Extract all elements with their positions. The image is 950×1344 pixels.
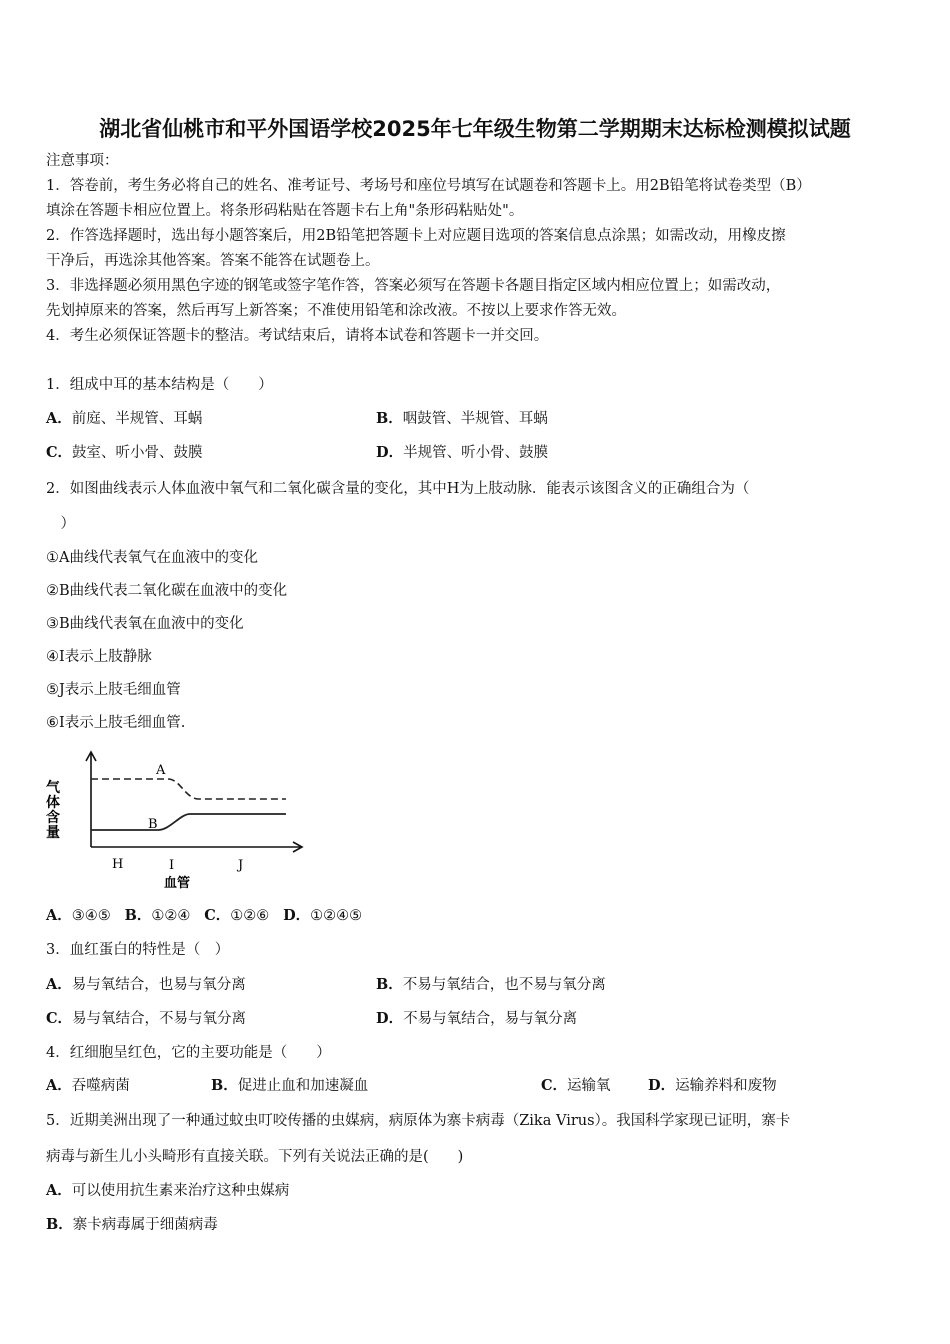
q4-option-c: [541, 1076, 611, 1096]
option-letter: D．: [376, 1010, 404, 1027]
option-letter: C．: [46, 444, 73, 461]
exam-title: 湖北省仙桃市和平外国语学校2025年七年级生物第二学期期末达标检测模拟试题: [99, 117, 851, 141]
q1-option-d: [376, 443, 548, 463]
option-letter: B．: [211, 1077, 238, 1094]
x-label-j: J: [238, 858, 244, 873]
option-text: 吞噬病菌: [71, 1078, 130, 1094]
option-text: 运输养料和废物: [675, 1078, 777, 1094]
q2-item: ③B曲线代表氧在血液中的变化: [46, 616, 244, 632]
option-letter: B．: [46, 1216, 73, 1233]
option-text: 可以使用抗生素来治疗这种虫媒病: [71, 1183, 290, 1199]
q5-option-b: [46, 1215, 218, 1235]
option-letter: C．: [204, 907, 231, 924]
option-text: 前庭、半规管、耳蜗: [71, 411, 203, 427]
q2-stem: 2．如图曲线表示人体血液中氧气和二氧化碳含量的变化，其中H为上肢动脉．能表示该图含义的正确组合为（: [46, 481, 750, 497]
option-text: 不易与氧结合，也不易与氧分离: [402, 977, 606, 993]
q2-stem-cont: ）: [46, 516, 75, 532]
option-letter: B．: [376, 410, 403, 427]
y-label-char: 含: [46, 810, 60, 826]
option-text: 寨卡病毒属于细菌病毒: [72, 1217, 218, 1233]
q1-option-a: [46, 409, 202, 429]
option-letter: A．: [46, 410, 72, 427]
option-text: 咽鼓管、半规管、耳蜗: [402, 411, 548, 427]
q4-option-d: [648, 1076, 777, 1096]
option-text: 半规管、听小骨、鼓膜: [403, 445, 549, 461]
q3-stem: 3．血红蛋白的特性是（ ）: [46, 942, 230, 958]
q4-option-a: [46, 1076, 130, 1096]
notice-line: 2．作答选择题时，选出每小题答案后，用2B铅笔把答题卡上对应题目选项的答案信息点涂黑；如需改动，用橡皮擦: [46, 228, 786, 244]
q2-item: ④I表示上肢静脉: [46, 649, 152, 665]
q4-stem: 4．红细胞呈红色，它的主要功能是（ ）: [46, 1045, 331, 1061]
option-text: 易与氧结合，不易与氧分离: [72, 1011, 247, 1027]
option-text: ③④⑤: [71, 908, 111, 924]
q1-stem: 1．组成中耳的基本结构是（ ）: [46, 377, 273, 393]
curve-b: [91, 814, 286, 830]
q4-option-b: [211, 1076, 368, 1096]
option-text: ①②④: [151, 908, 191, 924]
option-text: ①②⑥: [230, 908, 270, 924]
y-label-char: 量: [46, 825, 60, 841]
option-letter: D．: [648, 1077, 676, 1094]
x-label-i: I: [169, 858, 175, 873]
q5-stem: 5．近期美洲出现了一种通过蚊虫叮咬传播的虫媒病，病原体为寨卡病毒（Zika Virus）。我国科学家现已证明，寨卡: [46, 1113, 791, 1129]
curve-a-label: A: [156, 763, 166, 778]
option-letter: A．: [46, 1077, 72, 1094]
option-letter: C．: [541, 1077, 568, 1094]
option-text: 促进止血和加速凝血: [237, 1078, 369, 1094]
option-letter: A．: [46, 976, 72, 993]
q1-option-c: [46, 443, 203, 463]
notice-line: 干净后，再选涂其他答案。答案不能答在试题卷上。: [46, 253, 380, 269]
q1-option-b: [376, 409, 548, 429]
option-text: ①②④⑤: [310, 908, 363, 924]
notice-heading: 注意事项：: [46, 153, 119, 169]
q3-option-d: [376, 1009, 577, 1029]
q5-option-a: [46, 1181, 289, 1201]
q2-item: ①A曲线代表氧气在血液中的变化: [46, 550, 258, 566]
curve-b-label: B: [148, 817, 158, 832]
option-letter: B．: [376, 976, 403, 993]
option-text: 运输氧: [567, 1078, 611, 1094]
option-letter: A．: [46, 907, 72, 924]
option-text: 不易与氧结合，易与氧分离: [403, 1011, 578, 1027]
q3-option-a: [46, 975, 246, 995]
option-text: 易与氧结合，也易与氧分离: [71, 977, 246, 993]
x-label-h: H: [112, 857, 124, 872]
q2-item: ⑥I表示上肢毛细血管.: [46, 715, 186, 731]
q5-stem-cont: 病毒与新生儿小头畸形有直接关联。下列有关说法正确的是( ): [46, 1149, 464, 1165]
q2-options: [46, 906, 362, 926]
option-text: 鼓室、听小骨、鼓膜: [72, 445, 203, 461]
q3-option-c: [46, 1009, 246, 1029]
notice-line: 填涂在答题卡相应位置上。将条形码粘贴在答题卡右上角"条形码粘贴处"。: [46, 203, 524, 219]
curve-a: [91, 779, 286, 799]
y-label-char: 体: [46, 795, 60, 811]
q3-option-b: [376, 975, 606, 995]
option-letter: B．: [124, 907, 152, 924]
option-letter: A．: [46, 1182, 72, 1199]
y-label-char: 气: [46, 780, 60, 796]
notice-line: 1．答卷前，考生务必将自己的姓名、准考证号、考场号和座位号填写在试题卷和答题卡上。用2B铅笔将试卷类型（B）: [46, 178, 811, 194]
blood-gas-figure: [40, 748, 320, 893]
q2-item: ⑤J表示上肢毛细血管: [46, 682, 181, 698]
option-letter: C．: [46, 1010, 73, 1027]
option-letter: D．: [376, 444, 404, 461]
q2-item: ②B曲线代表二氧化碳在血液中的变化: [46, 583, 288, 599]
notice-line: 先划掉原来的答案，然后再写上新答案；不准使用铅笔和涂改液。不按以上要求作答无效。: [46, 303, 626, 319]
x-axis-title: 血管: [164, 876, 191, 891]
notice-line: 3．非选择题必须用黑色字迹的钢笔或签字笔作答，答案必须写在答题卡各题目指定区域内相应位置上；如需改动，: [46, 278, 781, 294]
notice-line: 4．考生必须保证答题卡的整洁。考试结束后，请将本试卷和答题卡一并交回。: [46, 328, 549, 344]
option-letter: D．: [283, 907, 311, 924]
